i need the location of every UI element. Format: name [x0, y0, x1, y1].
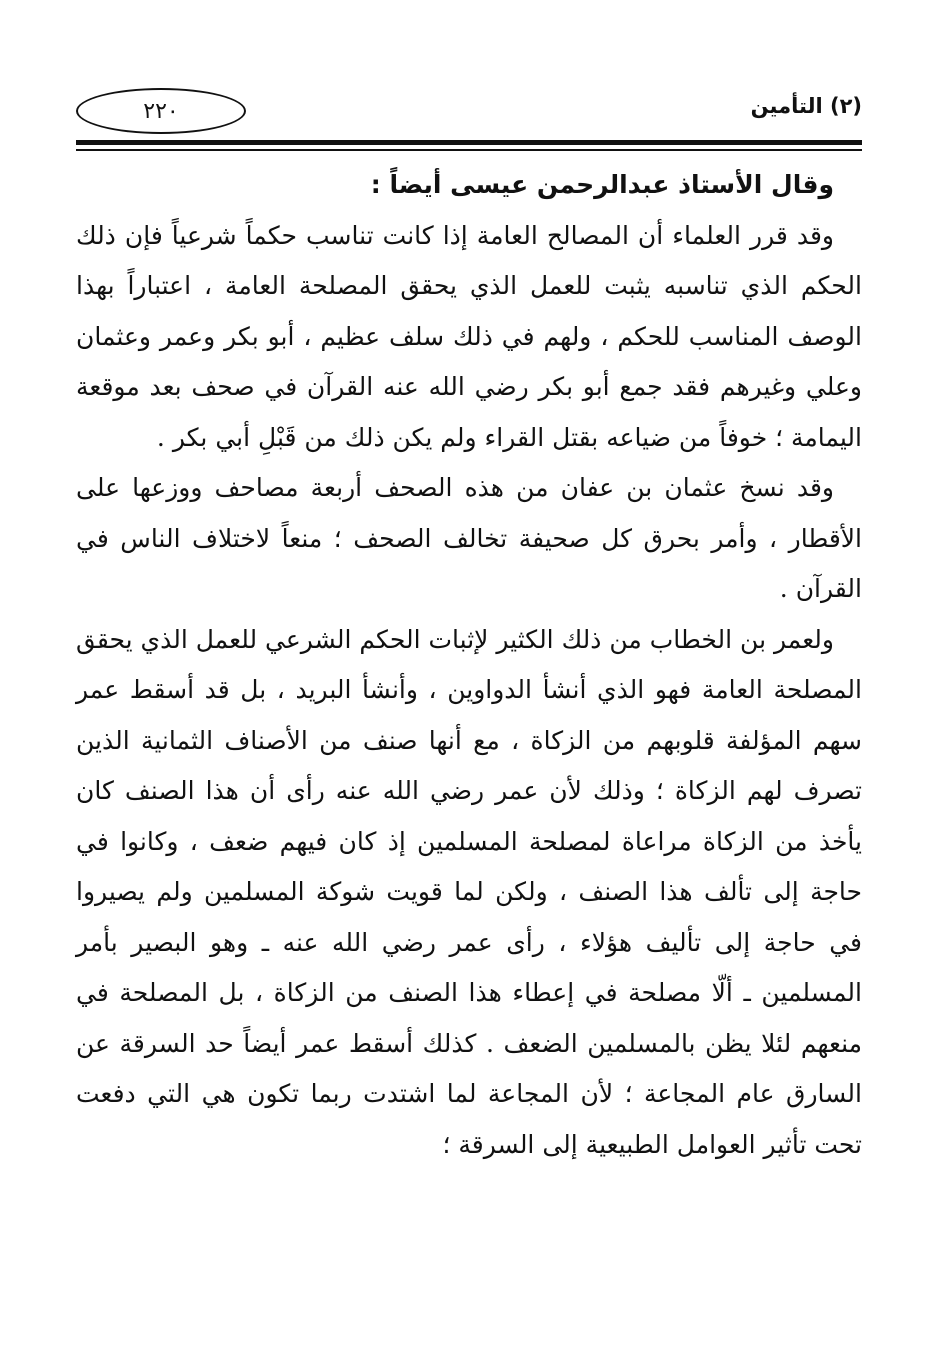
- book-title: (٢) التأمين: [750, 94, 862, 118]
- paragraph: ولعمر بن الخطاب من ذلك الكثير لإثبات الحكم الشرعي للعمل الذي يحقق المصلحة العامة فهو الذي أنشأ الدواوين ، وأنشأ البريد ، بل قد أسقط عمر سهم المؤلفة قلوبهم من الزكاة ، مع أنها صنف من الأصناف الثمانية الذين تصرف لهم الزكاة ؛ وذلك لأن عمر رضي الله عنه رأى أن هذا الصنف كان يأخذ من الزكاة مراعاة لمصلحة المسلمين إذ كان فيهم ضعف ، وكانوا في حاجة إلى تألف هذا الصنف ، ولكن لما قويت شوكة المسلمين ولم يصيروا في حاجة إلى تأليف هؤلاء ، رأى عمر رضي الله عنه ـ وهو البصير بأمر المسلمين ـ ألّا مصلحة في إعطاء هذا الصنف من الزكاة ، بل المصلحة في منعهم لئلا يظن بالمسلمين الضعف . كذلك أسقط عمر أيضاً حد السرقة عن السارق عام المجاعة ؛ لأن المجاعة لما اشتدت ربما تكون هي التي دفعت تحت تأثير العوامل الطبيعية إلى السرقة ؛: [76, 624, 862, 1159]
- header-rule-thin: [76, 149, 862, 151]
- paragraph: وقد نسخ عثمان بن عفان من هذه الصحف أربعة مصاحف ووزعها على الأقطار ، وأمر بحرق كل صحيفة تخالف الصحف ؛ منعاً لاختلاف الناس في القرآن .: [76, 473, 862, 603]
- page-body: [76, 160, 862, 1170]
- paragraph: وقد قرر العلماء أن المصالح العامة إذا كانت تناسب حكماً شرعياً فإن ذلك الحكم الذي تناسبه يثبت للعمل الذي يحقق المصلحة العامة ، اعتباراً بهذا الوصف المناسب للحكم ، ولهم في ذلك سلف عظيم ، أبو بكر وعمر وعثمان وعلي وغيرهم فقد جمع أبو بكر رضي الله عنه القرآن في صحف بعد موقعة اليمامة ؛ خوفاً من ضياعه بقتل القراء ولم يكن ذلك من قَبْلِ أبي بكر .: [76, 220, 862, 452]
- header-rule-thick: [76, 140, 862, 145]
- page-number-badge: ٢٢٠: [76, 88, 246, 134]
- page-header: [76, 88, 862, 138]
- section-heading: وقال الأستاذ عبدالرحمن عيسى أيضاً :: [370, 170, 834, 199]
